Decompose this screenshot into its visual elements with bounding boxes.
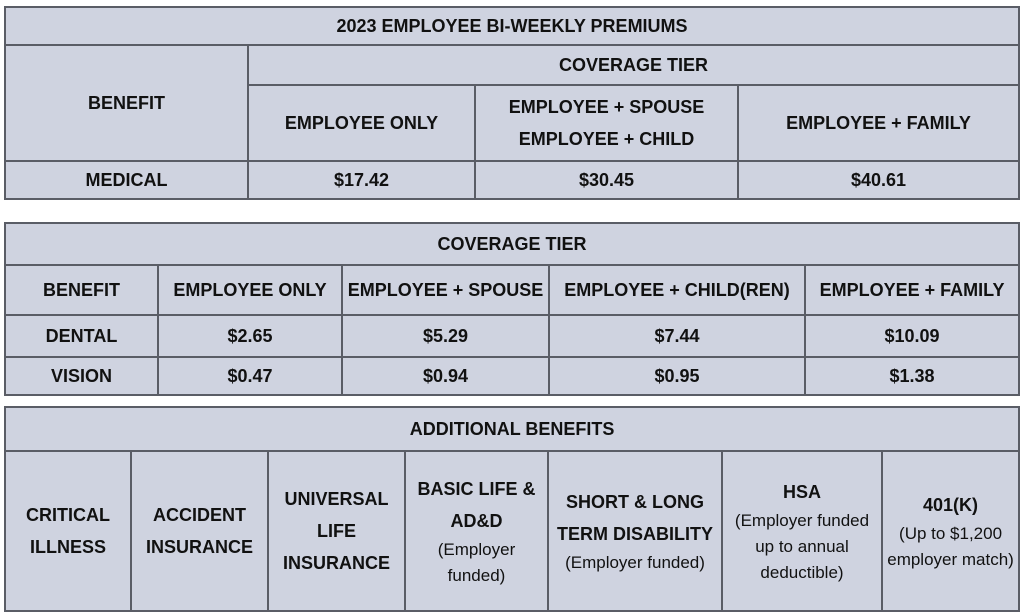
row-label-medical: MEDICAL bbox=[5, 161, 248, 199]
column-header-family: EMPLOYEE + FAMILY bbox=[738, 85, 1019, 161]
column-header-spouse: EMPLOYEE + SPOUSE bbox=[508, 97, 705, 117]
benefit-name-line: INSURANCE bbox=[145, 537, 253, 557]
additional-benefits-table bbox=[4, 406, 1020, 612]
benefit-universal-life-insurance bbox=[268, 451, 405, 611]
benefit-name-line: ACCIDENT bbox=[153, 505, 246, 525]
vision-family: $1.38 bbox=[805, 357, 1019, 395]
dental-vision-table bbox=[4, 222, 1020, 396]
benefit-hsa bbox=[722, 451, 882, 611]
column-header-spouse-child bbox=[475, 85, 738, 161]
benefit-name-line: TERM DISABILITY bbox=[557, 524, 713, 544]
row-label-dental: DENTAL bbox=[5, 315, 158, 357]
benefit-401k bbox=[882, 451, 1019, 611]
benefit-header: BENEFIT bbox=[5, 45, 248, 161]
dental-employee-only: $2.65 bbox=[158, 315, 342, 357]
benefit-header: BENEFIT bbox=[5, 265, 158, 315]
benefit-name-line: UNIVERSAL bbox=[284, 489, 389, 509]
benefit-note: (Up to $1,200 employer match) bbox=[887, 524, 1014, 569]
medical-premiums-table bbox=[4, 6, 1020, 200]
coverage-tier-header: COVERAGE TIER bbox=[248, 45, 1019, 85]
dental-family: $10.09 bbox=[805, 315, 1019, 357]
benefit-accident-insurance bbox=[131, 451, 268, 611]
dental-spouse: $5.29 bbox=[342, 315, 549, 357]
benefit-name-line: LIFE bbox=[317, 521, 356, 541]
column-header-family: EMPLOYEE + FAMILY bbox=[805, 265, 1019, 315]
benefit-name-line: SHORT & LONG bbox=[566, 492, 704, 512]
benefit-name-line: BASIC LIFE & bbox=[417, 479, 536, 499]
table-title: 2023 EMPLOYEE BI-WEEKLY PREMIUMS bbox=[5, 7, 1019, 45]
benefit-name-line: 401(K) bbox=[923, 495, 979, 515]
column-header-employee-only: EMPLOYEE ONLY bbox=[158, 265, 342, 315]
medical-spouse-child: $30.45 bbox=[475, 161, 738, 199]
benefit-critical-illness bbox=[5, 451, 131, 611]
column-header-children: EMPLOYEE + CHILD(REN) bbox=[549, 265, 805, 315]
table-title: ADDITIONAL BENEFITS bbox=[5, 407, 1019, 451]
benefit-name-line: INSURANCE bbox=[282, 553, 390, 573]
column-header-spouse: EMPLOYEE + SPOUSE bbox=[342, 265, 549, 315]
table-row-dental bbox=[5, 315, 1019, 357]
benefit-disability bbox=[548, 451, 722, 611]
benefit-name-line: ILLNESS bbox=[29, 537, 106, 557]
column-header-employee-only: EMPLOYEE ONLY bbox=[248, 85, 475, 161]
medical-family: $40.61 bbox=[738, 161, 1019, 199]
column-header-child: EMPLOYEE + CHILD bbox=[518, 129, 695, 149]
medical-employee-only: $17.42 bbox=[248, 161, 475, 199]
dental-children: $7.44 bbox=[549, 315, 805, 357]
benefit-note: (Employer funded) bbox=[437, 540, 516, 585]
vision-employee-only: $0.47 bbox=[158, 357, 342, 395]
benefit-name-line: AD&D bbox=[450, 511, 503, 531]
row-label-vision: VISION bbox=[5, 357, 158, 395]
coverage-tier-header: COVERAGE TIER bbox=[5, 223, 1019, 265]
vision-children: $0.95 bbox=[549, 357, 805, 395]
benefit-name-line: HSA bbox=[782, 482, 821, 502]
vision-spouse: $0.94 bbox=[342, 357, 549, 395]
benefit-note: (Employer funded) bbox=[565, 553, 705, 572]
benefit-basic-life-add bbox=[405, 451, 548, 611]
table-row-vision bbox=[5, 357, 1019, 395]
benefit-note: (Employer funded up to annual deductible) bbox=[734, 511, 870, 582]
benefit-name-line: CRITICAL bbox=[26, 505, 110, 525]
